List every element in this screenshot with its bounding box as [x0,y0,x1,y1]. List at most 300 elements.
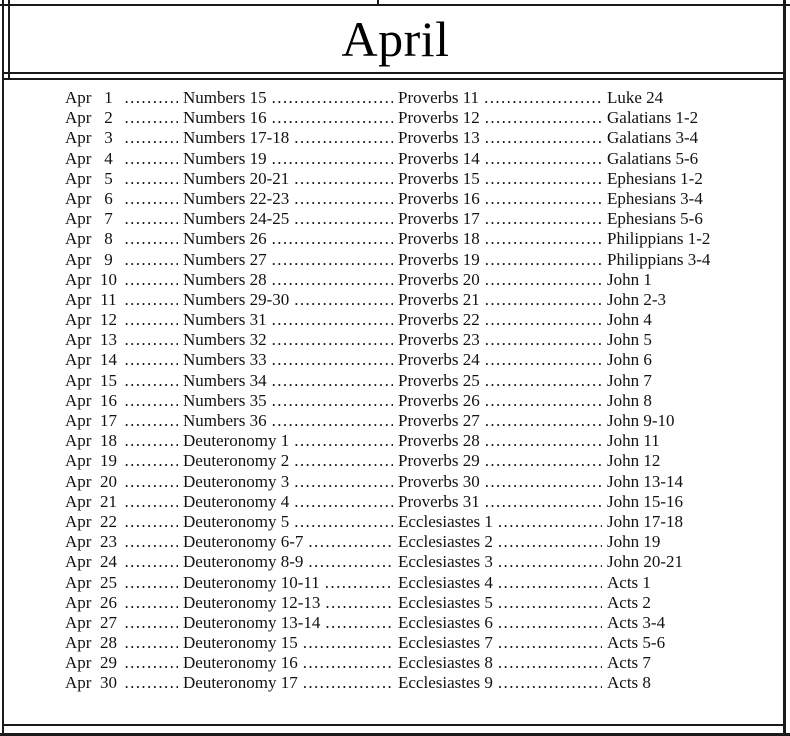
dot-leader [124,169,178,189]
date-cell [65,189,183,209]
dot-leader [498,573,602,593]
date-cell [65,573,183,593]
date-cell [65,613,183,633]
month-abbr: Apr [65,451,92,471]
month-abbr: Apr [65,653,92,673]
wisdom-cell [398,108,607,128]
old-testament-cell [183,270,398,290]
page-left-border [2,0,4,736]
dot-leader [124,371,178,391]
dot-leader [124,552,178,572]
reading-row [65,673,740,693]
old-testament-reading: Deuteronomy 12-13 [183,592,321,612]
day-number: 24 [99,552,117,572]
month-abbr: Apr [65,310,92,330]
wisdom-cell [398,250,607,270]
new-testament-reading: John 11 [607,431,660,451]
new-testament-cell [607,209,740,229]
date-cell [65,209,183,229]
wisdom-reading: Proverbs 16 [398,188,480,208]
dot-leader [294,431,393,451]
dot-leader [272,270,393,290]
date-cell [65,552,183,572]
new-testament-cell [607,189,740,209]
wisdom-reading: Proverbs 29 [398,451,480,471]
old-testament-reading: Numbers 20-21 [183,168,290,188]
wisdom-cell [398,673,607,693]
dot-leader [272,371,393,391]
old-testament-reading: Numbers 28 [183,269,267,289]
day-number: 26 [99,592,117,612]
dot-leader [124,653,178,673]
date-cell [65,330,183,350]
month-abbr: Apr [65,249,92,269]
new-testament-reading: John 9-10 [607,411,675,430]
dot-leader [272,411,393,431]
old-testament-cell [183,451,398,471]
new-testament-cell [607,169,740,189]
new-testament-reading: Acts 2 [607,592,651,612]
dot-leader [498,512,602,532]
new-testament-cell [607,472,740,492]
wisdom-reading: Proverbs 19 [398,249,480,269]
dot-leader [485,169,602,189]
day-number: 4 [104,148,113,168]
dot-leader [272,149,393,169]
new-testament-cell [607,108,740,128]
wisdom-cell [398,88,607,108]
date-cell [65,290,183,310]
day-number: 12 [99,310,117,330]
new-testament-reading: Acts 7 [607,653,651,673]
date-cell [65,653,183,673]
date-cell [65,633,183,653]
reading-row [65,451,740,471]
reading-row [65,209,740,229]
dot-leader [485,472,602,492]
new-testament-reading: John 19 [607,532,661,552]
old-testament-cell [183,593,398,613]
reading-row [65,411,740,431]
month-abbr: Apr [65,330,92,350]
wisdom-reading: Ecclesiastes 1 [398,511,493,531]
dot-leader [485,108,602,128]
dot-leader [124,310,178,330]
dot-leader [308,532,393,552]
reading-row [65,532,740,552]
dot-leader [124,108,178,128]
wisdom-cell [398,451,607,471]
dot-leader [498,653,602,673]
cropped-column-rule-stub [377,0,379,4]
day-number: 15 [99,370,117,390]
new-testament-cell [607,270,740,290]
month-title-box [8,6,783,72]
content-box-bottom-rule [2,724,786,726]
reading-row [65,88,740,108]
wisdom-cell [398,371,607,391]
wisdom-reading: Proverbs 15 [398,168,480,188]
new-testament-reading: Acts 1 [607,572,651,592]
wisdom-reading: Proverbs 30 [398,471,480,491]
new-testament-reading: John 7 [607,370,652,390]
new-testament-cell [607,88,740,108]
wisdom-cell [398,189,607,209]
old-testament-reading: Deuteronomy 2 [183,451,290,471]
dot-leader [485,391,602,411]
old-testament-cell [183,613,398,633]
day-number: 13 [99,330,117,350]
wisdom-reading: Proverbs 26 [398,390,480,410]
new-testament-cell [607,492,740,512]
wisdom-reading: Proverbs 13 [398,128,480,148]
new-testament-cell [607,451,740,471]
date-cell [65,673,183,693]
new-testament-reading: John 13-14 [607,471,684,491]
new-testament-cell [607,633,740,653]
month-abbr: Apr [65,633,92,653]
old-testament-reading: Numbers 36 [183,411,267,430]
day-number: 14 [99,350,117,370]
new-testament-cell [607,330,740,350]
dot-leader [272,108,393,128]
new-testament-reading: Acts 8 [607,673,651,693]
reading-row [65,128,740,148]
new-testament-cell [607,290,740,310]
dot-leader [124,391,178,411]
month-abbr: Apr [65,168,92,188]
old-testament-reading: Numbers 19 [183,148,267,168]
month-abbr: Apr [65,673,92,693]
old-testament-reading: Numbers 31 [183,310,267,330]
dot-leader [485,290,602,310]
title-box-bottom-rule [2,72,786,74]
dot-leader [124,189,178,209]
wisdom-cell [398,552,607,572]
dot-leader [124,532,178,552]
wisdom-cell [398,391,607,411]
old-testament-cell [183,411,398,431]
new-testament-reading: Philippians 1-2 [607,229,711,249]
old-testament-reading: Deuteronomy 6-7 [183,532,304,552]
wisdom-reading: Ecclesiastes 4 [398,572,493,592]
wisdom-cell [398,613,607,633]
day-number: 20 [99,471,117,491]
dot-leader [124,431,178,451]
reading-row [65,310,740,330]
wisdom-reading: Proverbs 21 [398,289,480,309]
dot-leader [485,229,602,249]
wisdom-cell [398,431,607,451]
reading-row [65,593,740,613]
date-cell [65,128,183,148]
dot-leader [272,250,393,270]
month-abbr: Apr [65,370,92,390]
dot-leader [498,633,602,653]
month-abbr: Apr [65,511,92,531]
wisdom-reading: Proverbs 27 [398,411,480,430]
new-testament-reading: John 6 [607,350,652,370]
old-testament-reading: Deuteronomy 4 [183,491,290,511]
dot-leader [485,371,602,391]
day-number: 29 [99,653,117,673]
wisdom-cell [398,492,607,512]
wisdom-cell [398,229,607,249]
reading-row [65,149,740,169]
new-testament-reading: Ephesians 5-6 [607,209,703,229]
dot-leader [124,633,178,653]
date-cell [65,229,183,249]
date-cell [65,593,183,613]
day-number: 5 [104,168,113,188]
dot-leader [294,189,393,209]
dot-leader [485,492,602,512]
month-abbr: Apr [65,491,92,511]
old-testament-cell [183,673,398,693]
old-testament-reading: Deuteronomy 17 [183,673,298,693]
new-testament-cell [607,149,740,169]
dot-leader [272,229,393,249]
month-abbr: Apr [65,269,92,289]
new-testament-reading: Galatians 5-6 [607,148,699,168]
new-testament-reading: John 4 [607,310,652,330]
month-abbr: Apr [65,289,92,309]
dot-leader [124,593,178,613]
reading-row [65,189,740,209]
content-box-top-rule [2,78,786,80]
day-number: 22 [99,511,117,531]
dot-leader [485,128,602,148]
old-testament-cell [183,573,398,593]
dot-leader [485,209,602,229]
dot-leader [272,391,393,411]
dot-leader [485,431,602,451]
dot-leader [124,88,178,108]
date-cell [65,88,183,108]
date-cell [65,411,183,431]
dot-leader [124,350,178,370]
old-testament-cell [183,88,398,108]
month-abbr: Apr [65,411,92,430]
dot-leader [498,673,602,693]
reading-row [65,169,740,189]
date-cell [65,391,183,411]
wisdom-reading: Ecclesiastes 6 [398,612,493,632]
month-abbr: Apr [65,592,92,612]
wisdom-reading: Ecclesiastes 7 [398,633,493,653]
day-number: 19 [99,451,117,471]
wisdom-cell [398,350,607,370]
month-abbr: Apr [65,188,92,208]
reading-row [65,391,740,411]
date-cell [65,250,183,270]
wisdom-cell [398,128,607,148]
dot-leader [124,451,178,471]
wisdom-cell [398,512,607,532]
day-number: 18 [99,431,117,451]
reading-row [65,633,740,653]
old-testament-reading: Numbers 24-25 [183,209,290,229]
dot-leader [124,613,178,633]
day-number: 6 [104,188,113,208]
reading-row [65,350,740,370]
day-number: 28 [99,633,117,653]
new-testament-reading: John 1 [607,269,652,289]
wisdom-cell [398,290,607,310]
reading-row [65,270,740,290]
date-cell [65,492,183,512]
old-testament-reading: Numbers 35 [183,390,267,410]
reading-row [65,290,740,310]
day-number: 8 [104,229,113,249]
dot-leader [124,673,178,693]
old-testament-cell [183,371,398,391]
old-testament-cell [183,209,398,229]
reading-row [65,552,740,572]
wisdom-reading: Ecclesiastes 8 [398,653,493,673]
new-testament-cell [607,128,740,148]
old-testament-reading: Deuteronomy 8-9 [183,552,304,572]
old-testament-cell [183,108,398,128]
dot-leader [303,653,393,673]
old-testament-cell [183,391,398,411]
dot-leader [325,613,393,633]
new-testament-cell [607,673,740,693]
old-testament-reading: Numbers 26 [183,229,267,249]
day-number: 11 [100,289,117,309]
reading-schedule [65,88,740,694]
reading-row [65,492,740,512]
new-testament-reading: John 5 [607,330,652,350]
dot-leader [498,593,602,613]
day-number: 21 [99,491,117,511]
new-testament-cell [607,229,740,249]
old-testament-cell [183,128,398,148]
wisdom-cell [398,653,607,673]
new-testament-reading: John 15-16 [607,491,684,511]
day-number: 23 [99,532,117,552]
dot-leader [124,270,178,290]
new-testament-cell [607,411,740,431]
wisdom-reading: Proverbs 14 [398,148,480,168]
new-testament-reading: Ephesians 1-2 [607,168,703,188]
date-cell [65,532,183,552]
dot-leader [294,492,393,512]
new-testament-reading: John 2-3 [607,289,667,309]
new-testament-reading: John 8 [607,390,652,410]
day-number: 3 [104,128,113,148]
wisdom-cell [398,573,607,593]
wisdom-reading: Ecclesiastes 9 [398,673,493,693]
month-abbr: Apr [65,532,92,552]
old-testament-cell [183,290,398,310]
day-number: 2 [104,108,113,128]
wisdom-reading: Proverbs 20 [398,269,480,289]
dot-leader [124,411,178,431]
dot-leader [124,492,178,512]
old-testament-cell [183,492,398,512]
wisdom-reading: Proverbs 17 [398,209,480,229]
month-abbr: Apr [65,229,92,249]
dot-leader [272,350,393,370]
old-testament-reading: Numbers 32 [183,330,267,350]
wisdom-reading: Proverbs 12 [398,108,480,128]
day-number: 30 [99,673,117,693]
day-number: 1 [104,88,113,107]
month-abbr: Apr [65,552,92,572]
wisdom-reading: Proverbs 24 [398,350,480,370]
dot-leader [294,169,393,189]
old-testament-cell [183,189,398,209]
reading-row [65,512,740,532]
dot-leader [498,532,602,552]
dot-leader [124,229,178,249]
month-abbr: Apr [65,572,92,592]
reading-row [65,472,740,492]
dot-leader [124,330,178,350]
day-number: 7 [104,209,113,229]
dot-leader [294,451,393,471]
day-number: 16 [99,390,117,410]
day-number: 25 [99,572,117,592]
old-testament-cell [183,250,398,270]
wisdom-reading: Proverbs 22 [398,310,480,330]
wisdom-reading: Proverbs 18 [398,229,480,249]
dot-leader [124,573,178,593]
old-testament-reading: Numbers 27 [183,249,267,269]
dot-leader [485,149,602,169]
wisdom-cell [398,532,607,552]
month-abbr: Apr [65,390,92,410]
new-testament-cell [607,512,740,532]
new-testament-reading: John 12 [607,451,661,471]
dot-leader [303,633,393,653]
date-cell [65,431,183,451]
month-abbr: Apr [65,108,92,128]
old-testament-cell [183,653,398,673]
reading-row [65,108,740,128]
old-testament-reading: Numbers 33 [183,350,267,370]
date-cell [65,169,183,189]
old-testament-cell [183,633,398,653]
wisdom-cell [398,593,607,613]
new-testament-reading: Acts 5-6 [607,633,666,653]
reading-row [65,250,740,270]
wisdom-cell [398,472,607,492]
dot-leader [485,310,602,330]
new-testament-reading: Philippians 3-4 [607,249,711,269]
old-testament-reading: Numbers 34 [183,370,267,390]
wisdom-cell [398,411,607,431]
dot-leader [124,128,178,148]
dot-leader [294,128,393,148]
old-testament-reading: Numbers 15 [183,88,267,107]
date-cell [65,350,183,370]
new-testament-cell [607,613,740,633]
old-testament-cell [183,472,398,492]
new-testament-cell [607,310,740,330]
new-testament-cell [607,250,740,270]
reading-row [65,653,740,673]
new-testament-reading: Galatians 1-2 [607,108,699,128]
day-number: 17 [99,411,117,430]
wisdom-cell [398,209,607,229]
month-abbr: Apr [65,431,92,451]
dot-leader [485,350,602,370]
old-testament-reading: Deuteronomy 3 [183,471,290,491]
month-abbr: Apr [65,350,92,370]
dot-leader [294,290,393,310]
